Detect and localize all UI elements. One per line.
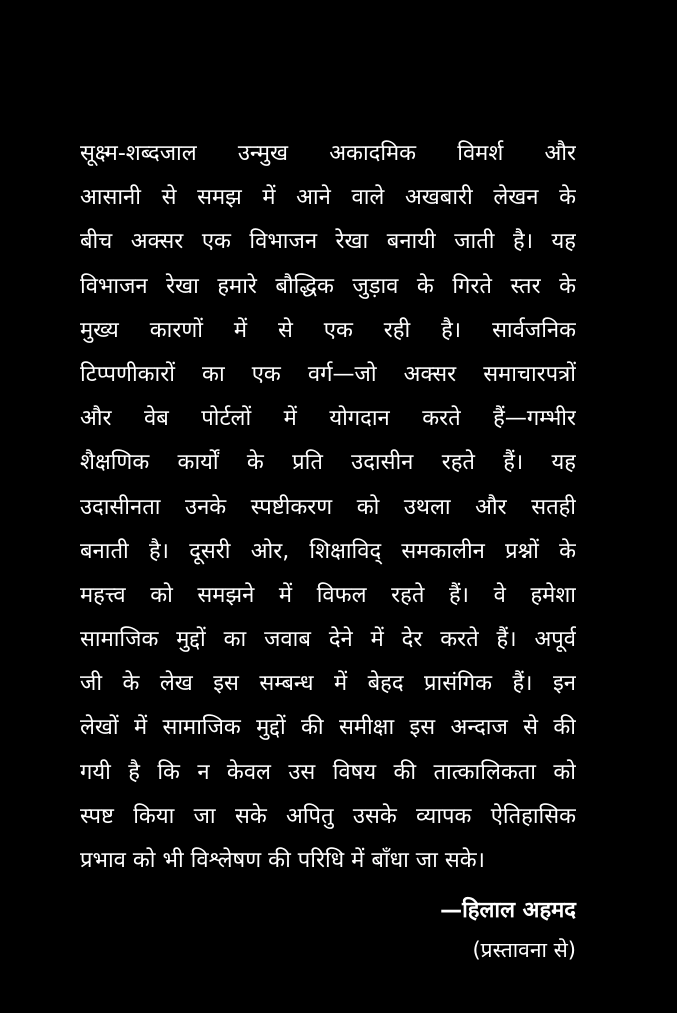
passage-text (80, 132, 576, 883)
passage-line: लेखों में सामाजिक मुद्दों की समीक्षा इस अन्दाज से की (80, 715, 576, 741)
passage-line: आसानी से समझ में आने वाले अखबारी लेखन के (80, 185, 576, 211)
passage-line: महत्त्व को समझने में विफल रहते हैं। वे हमेशा (80, 582, 576, 608)
passage-line: गयी है कि न केवल उस विषय की तात्कालिकता को (80, 759, 576, 785)
passage-line: शैक्षणिक कार्यों के प्रति उदासीन रहते हैं। यह (80, 450, 576, 476)
author-name: —हिलाल अहमद (440, 898, 576, 924)
passage-line: मुख्य कारणों में से एक रही है। सार्वजनिक (80, 317, 576, 343)
passage-line: स्पष्ट किया जा सके अपितु उसके व्यापक ऐतिहासिक (80, 803, 576, 829)
passage-line: विभाजन रेखा हमारे बौद्धिक जुड़ाव के गिरते स्तर के (80, 273, 576, 299)
passage-line: उदासीनता उनके स्पष्टीकरण को उथला और सतही (80, 494, 576, 520)
passage-line: और वेब पोर्टलों में योगदान करते हैं—गम्भीर (80, 406, 576, 432)
passage-line: बीच अक्सर एक विभाजन रेखा बनायी जाती है। यह (80, 229, 576, 255)
passage-line: जी के लेख इस सम्बन्ध में बेहद प्रासंगिक हैं। इन (80, 671, 576, 697)
source-note: (प्रस्तावना से) (472, 938, 576, 963)
passage-line: टिप्पणीकारों का एक वर्ग—जो अक्सर समाचारपत्रों (80, 361, 576, 387)
passage-line: बनाती है। दूसरी ओर, शिक्षाविद् समकालीन प्रश्नों के (80, 538, 576, 564)
passage-line: सूक्ष्म-शब्दजाल उन्मुख अकादमिक विमर्श और (80, 141, 576, 166)
passage-line: सामाजिक मुद्दों का जवाब देने में देर करते हैं। अपूर्व (80, 627, 576, 653)
quote-block (80, 132, 576, 969)
passage-line: प्रभाव को भी विश्लेषण की परिधि में बाँधा जा सके। (80, 848, 485, 873)
